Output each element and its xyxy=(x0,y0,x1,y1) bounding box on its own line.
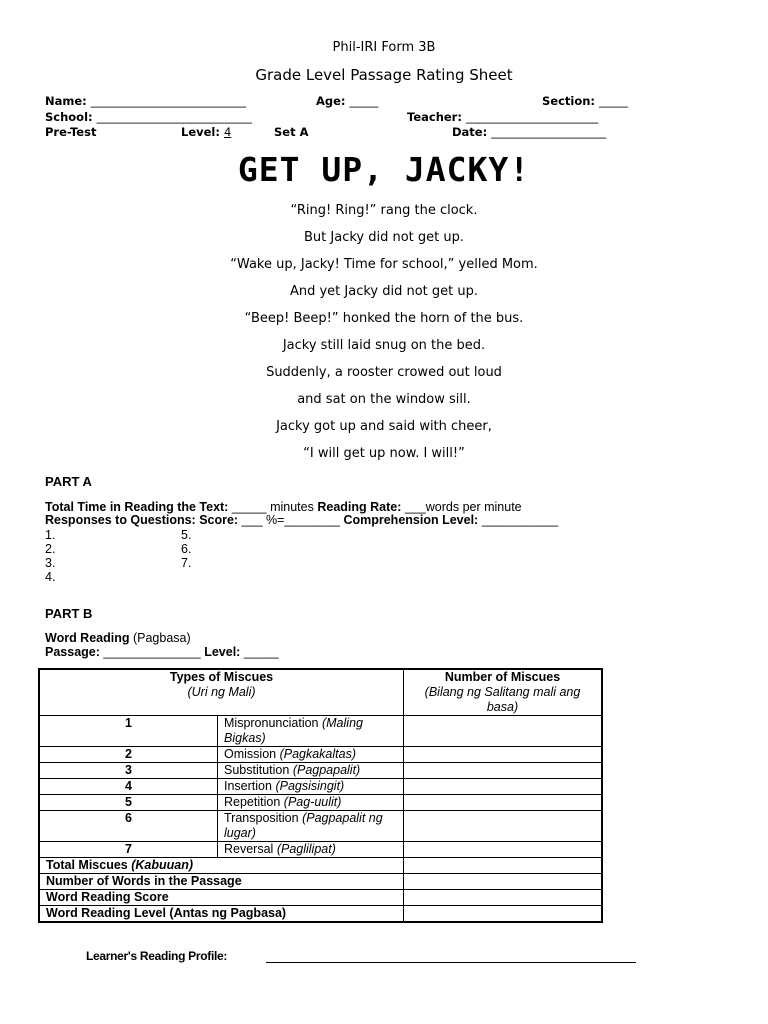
school-field[interactable] xyxy=(45,110,252,124)
miscue-count-cell[interactable] xyxy=(404,811,603,842)
types-header-translation: (Uri ng Mali) xyxy=(187,685,256,699)
table-row xyxy=(39,842,602,858)
count-header-label: Number of Miscues xyxy=(444,670,561,684)
table-row xyxy=(39,747,602,763)
miscue-number: 1 xyxy=(39,716,218,747)
total-miscues-label xyxy=(39,858,404,874)
question-number: 6. xyxy=(181,542,192,556)
responses-label: Responses to Questions: Score: xyxy=(45,513,239,527)
miscue-number: 4 xyxy=(39,779,218,795)
miscue-translation: (Maling Bigkas) xyxy=(224,716,363,745)
sheet-title: Grade Level Passage Rating Sheet xyxy=(255,66,513,84)
miscue-name: Repetition xyxy=(224,795,281,809)
miscue-number: 5 xyxy=(39,795,218,811)
comprehension-label: Comprehension Level: xyxy=(343,513,479,527)
miscue-type xyxy=(218,795,404,811)
table-row xyxy=(39,763,602,779)
passage-line: “Beep! Beep!” honked the horn of the bus. xyxy=(244,311,524,326)
reading-profile-label: Learner's Reading Profile: xyxy=(86,949,228,963)
date-label: Date: xyxy=(452,125,488,139)
passage-line: Suddenly, a rooster crowed out loud xyxy=(266,365,502,380)
types-header xyxy=(39,669,404,716)
set-label: Set A xyxy=(274,125,309,139)
reading-time-row xyxy=(45,500,522,514)
miscue-count-cell[interactable] xyxy=(404,842,603,858)
rate-blank[interactable]: ___ xyxy=(404,500,426,514)
types-header-label: Types of Miscues xyxy=(169,670,274,684)
table-row xyxy=(39,795,602,811)
table-row xyxy=(39,811,602,842)
passage-line: Jacky still laid snug on the bed. xyxy=(282,338,486,353)
time-blank[interactable]: _____ xyxy=(231,500,267,514)
miscue-type xyxy=(218,842,404,858)
questions-left xyxy=(45,528,55,584)
question-number: 1. xyxy=(45,528,56,542)
responses-row xyxy=(45,513,558,527)
table-row xyxy=(39,716,602,747)
miscue-count-cell[interactable] xyxy=(404,763,603,779)
passage-line: And yet Jacky did not get up. xyxy=(289,284,479,299)
miscues-table xyxy=(38,668,603,923)
miscue-type xyxy=(218,716,404,747)
word-score-label: Word Reading Score xyxy=(39,890,404,906)
passage-line: and sat on the window sill. xyxy=(297,392,471,407)
passage-text xyxy=(0,200,768,470)
miscue-name: Transposition xyxy=(224,811,299,825)
passage-level-row xyxy=(45,645,279,659)
miscue-translation: (Pag-uulit) xyxy=(283,795,342,809)
word-level-row xyxy=(39,906,602,923)
level-label: Level: xyxy=(181,125,220,139)
question-number: 7. xyxy=(181,556,192,570)
rate-unit: words per minute xyxy=(425,500,522,514)
time-label: Total Time in Reading the Text: xyxy=(45,500,229,514)
passage-blank[interactable]: ______________ xyxy=(103,645,201,659)
comprehension-blank[interactable]: ___________ xyxy=(481,513,559,527)
date-field[interactable] xyxy=(452,125,606,139)
question-number: 4. xyxy=(45,570,56,584)
question-number: 3. xyxy=(45,556,56,570)
miscue-name: Mispronunciation xyxy=(224,716,319,730)
date-blank[interactable]: ____________________ xyxy=(491,125,607,139)
age-field[interactable] xyxy=(316,94,378,108)
word-count-cell[interactable] xyxy=(404,874,603,890)
time-unit: minutes xyxy=(270,500,314,514)
name-blank[interactable]: ___________________________ xyxy=(90,94,247,108)
teacher-label: Teacher: xyxy=(407,110,462,124)
word-reading-row xyxy=(45,631,191,645)
word-score-cell[interactable] xyxy=(404,890,603,906)
passage-line: “Ring! Ring!” rang the clock. xyxy=(290,203,478,218)
miscue-name: Substitution xyxy=(224,763,290,777)
rate-label: Reading Rate: xyxy=(317,500,402,514)
passage-line: But Jacky did not get up. xyxy=(304,230,464,245)
name-field[interactable] xyxy=(45,94,246,108)
miscue-count-cell[interactable] xyxy=(404,716,603,747)
word-reading-translation: (Pagbasa) xyxy=(132,631,191,645)
word-reading-label: Word Reading xyxy=(45,631,130,645)
miscue-count-cell[interactable] xyxy=(404,795,603,811)
miscue-translation: (Pagpapalit) xyxy=(292,763,361,777)
miscue-name: Reversal xyxy=(224,842,274,856)
miscue-translation: (Pagpapalit ng lugar) xyxy=(224,811,383,840)
table-header-row xyxy=(39,669,602,716)
section-field[interactable] xyxy=(542,94,628,108)
total-miscues-cell[interactable] xyxy=(404,858,603,874)
age-blank[interactable]: _____ xyxy=(349,94,379,108)
question-number: 2. xyxy=(45,542,56,556)
section-blank[interactable]: _____ xyxy=(599,94,628,108)
age-label: Age: xyxy=(316,94,346,108)
form-number: Phil-IRI Form 3B xyxy=(332,40,436,55)
count-header xyxy=(404,669,603,716)
school-label: School: xyxy=(45,110,93,124)
word-level-cell[interactable] xyxy=(404,906,603,923)
questions-right xyxy=(181,528,191,570)
miscue-name: Insertion xyxy=(224,779,272,793)
word-level-label: Word Reading Level (Antas ng Pagbasa) xyxy=(39,906,404,923)
miscue-count-cell[interactable] xyxy=(404,779,603,795)
part-b-level-blank[interactable]: _____ xyxy=(243,645,279,659)
miscue-number: 6 xyxy=(39,811,218,842)
miscue-number: 7 xyxy=(39,842,218,858)
miscue-type xyxy=(218,763,404,779)
miscue-translation: (Pagsisingit) xyxy=(275,779,345,793)
part-a-heading: PART A xyxy=(45,474,92,489)
miscue-type xyxy=(218,779,404,795)
word-score-row xyxy=(39,890,602,906)
total-label-text: Total Miscues xyxy=(46,858,128,872)
school-blank[interactable]: ___________________________ xyxy=(96,110,252,124)
miscue-translation: (Paglilipat) xyxy=(276,842,336,856)
passage-label: Passage: xyxy=(45,645,100,659)
total-label-translation: (Kabuuan) xyxy=(131,858,194,872)
question-number: 5. xyxy=(181,528,192,542)
part-b-heading: PART B xyxy=(45,606,93,621)
table-row xyxy=(39,779,602,795)
miscue-type xyxy=(218,747,404,763)
percent-blank[interactable]: %=________ xyxy=(265,513,340,527)
miscue-count-cell[interactable] xyxy=(404,747,603,763)
count-header-translation: (Bilang ng Salitang mali ang basa) xyxy=(424,685,581,714)
miscue-type xyxy=(218,811,404,842)
part-b-level-label: Level: xyxy=(204,645,241,659)
word-count-label: Number of Words in the Passage xyxy=(39,874,404,890)
level-value: 4 xyxy=(223,125,232,139)
name-label: Name: xyxy=(45,94,87,108)
miscue-number: 3 xyxy=(39,763,218,779)
score-blank[interactable]: ___ xyxy=(241,513,263,527)
test-type: Pre-Test xyxy=(45,125,97,139)
teacher-field[interactable] xyxy=(407,110,598,124)
teacher-blank[interactable]: _______________________ xyxy=(465,110,599,124)
level-field xyxy=(181,125,231,139)
reading-profile-blank[interactable] xyxy=(266,962,636,963)
word-count-row xyxy=(39,874,602,890)
miscue-number: 2 xyxy=(39,747,218,763)
total-miscues-row xyxy=(39,858,602,874)
passage-line: “Wake up, Jacky! Time for school,” yelled Mom. xyxy=(230,257,538,272)
passage-line: “I will get up now. I will!” xyxy=(303,446,465,461)
passage-line: Jacky got up and said with cheer, xyxy=(276,419,492,434)
passage-title: GET UP, JACKY! xyxy=(237,150,531,189)
section-label: Section: xyxy=(542,94,596,108)
miscue-name: Omission xyxy=(224,747,277,761)
miscue-translation: (Pagkakaltas) xyxy=(279,747,357,761)
